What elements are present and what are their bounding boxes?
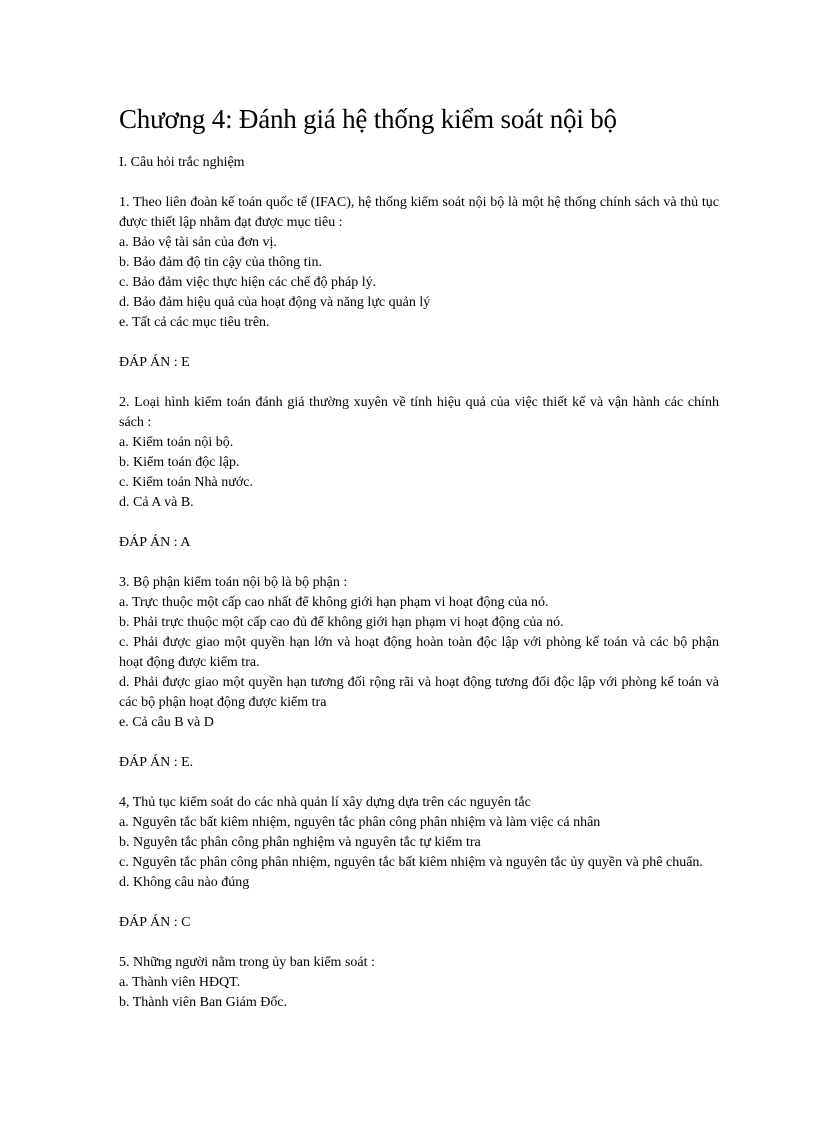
question-stem: 4, Thủ tục kiểm soát do các nhà quản lí xây dựng dựa trên các nguyên tắc [119, 795, 531, 810]
answer-option: c. Kiểm toán Nhà nước. [119, 475, 253, 490]
answer-option: b. Bảo đảm độ tin cậy của thông tin. [119, 255, 322, 270]
answer-option: d. Cả A và B. [119, 495, 194, 510]
answer-option: b. Thành viên Ban Giám Đốc. [119, 995, 288, 1010]
answer-option: d. Không câu nào đúng [119, 875, 250, 890]
answer-option: a. Nguyên tắc bất kiêm nhiệm, nguyên tắc phân công phân nhiệm và làm việc cá nhân [119, 815, 601, 830]
question-2 [119, 393, 719, 553]
answer-option: e. Cả câu B và D [119, 715, 214, 730]
answer-option: a. Thành viên HĐQT. [119, 975, 241, 990]
question-stem: 5. Những người nằm trong ủy ban kiểm soát : [119, 955, 375, 970]
answer-option: c. Nguyên tắc phân công phân nhiệm, nguyên tắc bất kiêm nhiệm và nguyên tắc ủy quyền và phê chuẩn. [119, 855, 703, 870]
answer-option: a. Trực thuộc một cấp cao nhất để không giới hạn phạm vi hoạt động của nó. [119, 595, 549, 610]
chapter-title: Chương 4: Đánh giá hệ thống kiểm soát nội bộ [119, 104, 617, 134]
answer-key: ĐÁP ÁN : C [119, 915, 191, 930]
answer-option: b. Phải trực thuộc một cấp cao đủ để không giới hạn phạm vi hoạt động của nó. [119, 615, 564, 630]
answer-option: c. Phải được giao một quyền hạn lớn và hoạt động hoàn toàn độc lập với phòng kế toán và các bộ phận hoạt động được kiểm tra. [119, 635, 719, 670]
section-title: I. Câu hỏi trắc nghiệm [119, 155, 245, 170]
answer-option: a. Kiểm toán nội bộ. [119, 435, 234, 450]
answer-option: d. Bảo đảm hiệu quả của hoạt động và năng lực quản lý [119, 295, 431, 310]
answer-option: d. Phải được giao một quyền hạn tương đối rộng rãi và hoạt động tương đối độc lập với phòng kế toán và các bộ phận hoạt động được kiểm tra [119, 675, 719, 710]
answer-key: ĐÁP ÁN : E [119, 355, 190, 370]
question-stem: 1. Theo liên đoàn kế toán quốc tế (IFAC), hệ thống kiểm soát nội bộ là một hệ thống chính sách và thủ tục được thiết lập nhằm đạt được mục tiêu : [119, 195, 719, 230]
answer-option: e. Tất cả các mục tiêu trên. [119, 315, 270, 330]
question-1 [119, 193, 719, 373]
question-stem: 3. Bộ phận kiểm toán nội bộ là bộ phận : [119, 575, 348, 590]
document-page [119, 102, 719, 1013]
answer-option: a. Bảo vệ tài sản của đơn vị. [119, 235, 277, 250]
question-5 [119, 953, 719, 1013]
question-3 [119, 573, 719, 773]
answer-key: ĐÁP ÁN : A [119, 535, 191, 550]
question-4 [119, 793, 719, 933]
answer-option: c. Bảo đảm việc thực hiện các chế độ pháp lý. [119, 275, 377, 290]
answer-option: b. Nguyên tắc phân công phân nghiệm và nguyên tắc tự kiểm tra [119, 835, 481, 850]
answer-key: ĐÁP ÁN : E. [119, 755, 194, 770]
answer-option: b. Kiểm toán độc lập. [119, 455, 240, 470]
question-stem: 2. Loại hình kiểm toán đánh giá thường xuyên về tính hiệu quả của việc thiết kế và vận hành các chính sách : [119, 395, 719, 430]
